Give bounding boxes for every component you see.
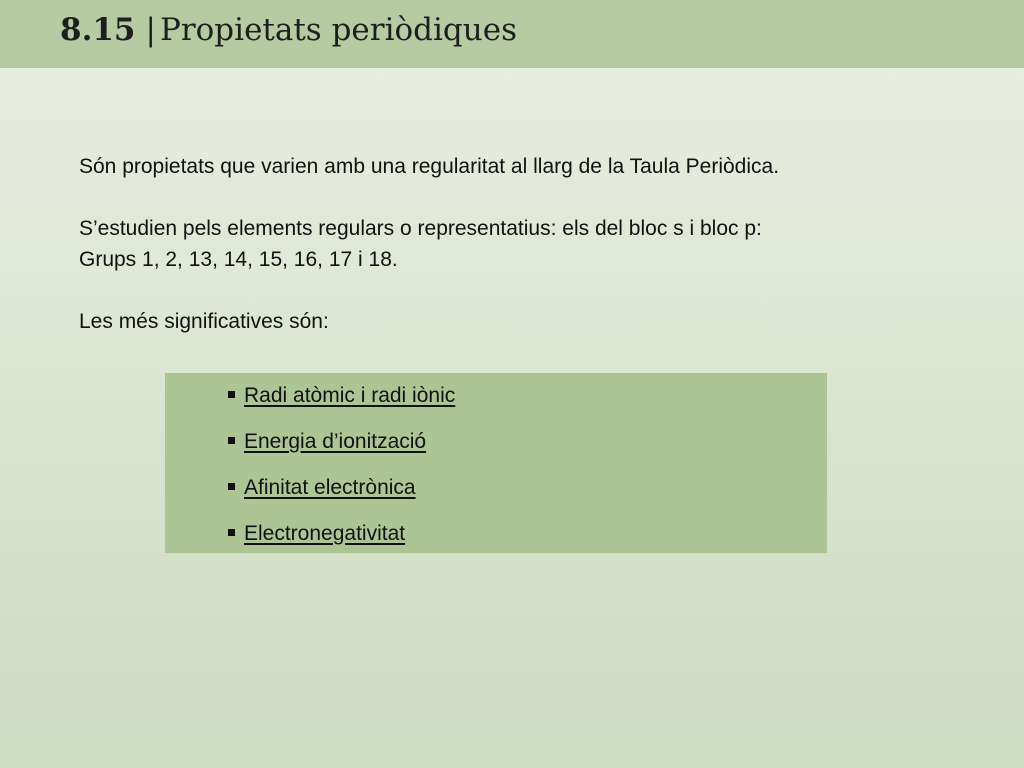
link-electronegativity[interactable]: Electronegativitat xyxy=(244,522,406,545)
list-item-ionization-energy xyxy=(226,426,455,472)
slide-number: 8.15 xyxy=(60,12,136,48)
paragraph-intro: Són propietats que varien amb una regularitat al llarg de la Taula Periòdica. xyxy=(79,155,780,178)
slide-title xyxy=(60,12,517,48)
title-bar xyxy=(0,0,1024,68)
square-bullet-icon xyxy=(228,529,235,536)
paragraph-elements-line-2: Grups 1, 2, 13, 14, 15, 16, 17 i 18. xyxy=(79,248,398,271)
list-item-electron-affinity xyxy=(226,472,455,518)
paragraph-elements-line-1: S’estudien pels elements regulars o representatius: els del bloc s i bloc p: xyxy=(79,217,762,240)
title-separator: | xyxy=(145,12,156,48)
square-bullet-icon xyxy=(228,437,235,444)
slide-title-text: Propietats periòdiques xyxy=(159,12,517,48)
link-atomic-radius[interactable]: Radi atòmic i radi iònic xyxy=(244,384,456,407)
square-bullet-icon xyxy=(228,483,235,490)
properties-list-box xyxy=(165,373,827,553)
list-item-atomic-radius xyxy=(226,380,455,426)
paragraph-spacer xyxy=(79,182,979,213)
square-bullet-icon xyxy=(228,391,235,398)
list-item-electronegativity xyxy=(226,518,455,564)
properties-list xyxy=(226,380,455,564)
paragraph-spacer xyxy=(79,275,979,306)
paragraph-significant: Les més significatives són: xyxy=(79,310,329,333)
link-ionization-energy[interactable]: Energia d’ionització xyxy=(244,430,427,453)
link-electron-affinity[interactable]: Afinitat electrònica xyxy=(244,476,416,499)
body-text xyxy=(79,151,979,337)
